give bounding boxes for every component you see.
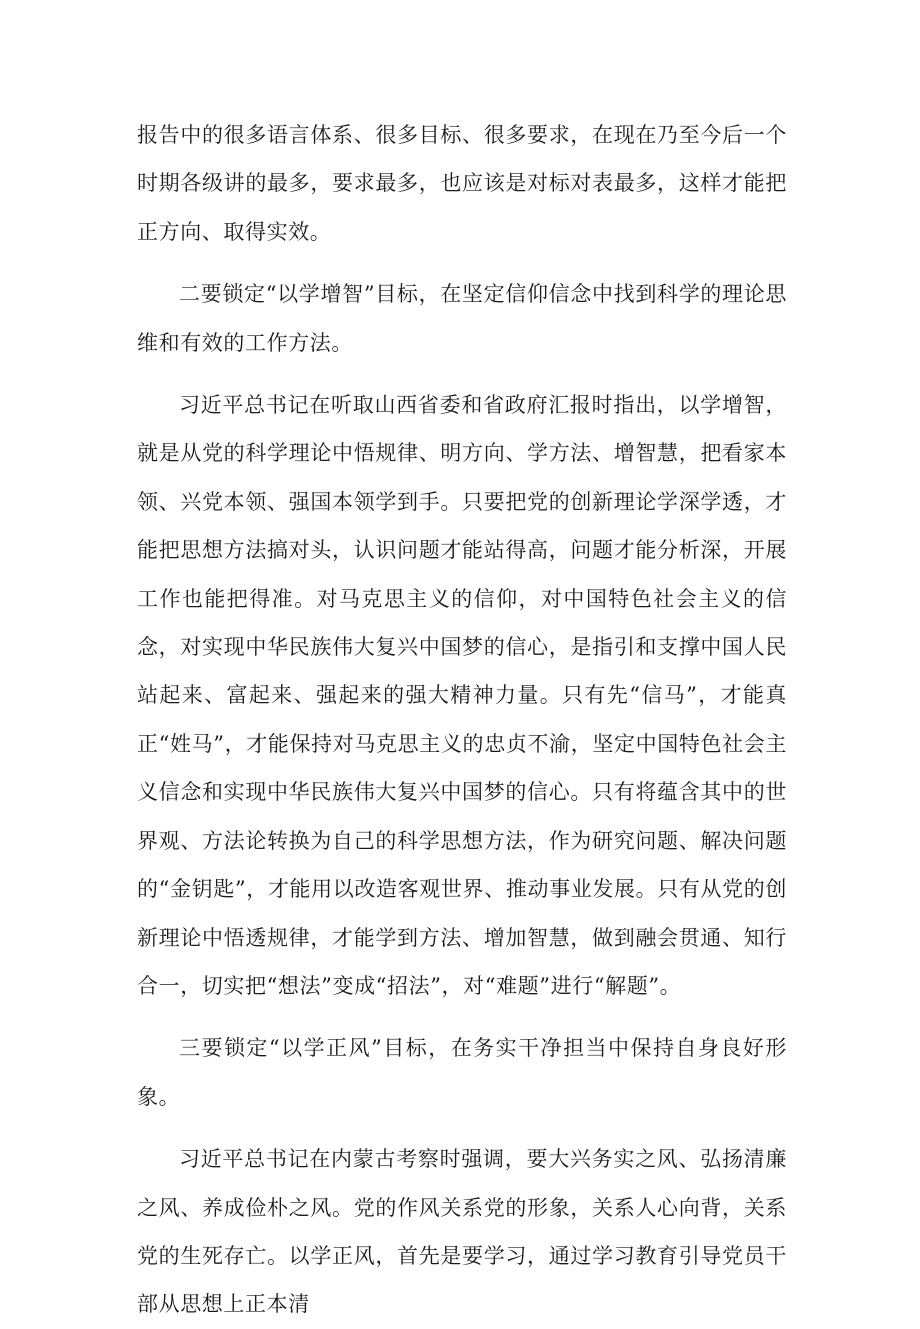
paragraph-2-heading: 二要锁定“以学增智”目标，在坚定信仰信念中找到科学的理论思维和有效的工作方法。 [137, 282, 787, 355]
paragraph-spacer [137, 1121, 787, 1135]
paragraph-1: 报告中的很多语言体系、很多目标、很多要求，在现在乃至今后一个时期各级讲的最多，要求最多，也应该是对标对表最多，这样才能把正方向、取得实效。 [137, 123, 787, 244]
paragraph-5: 习近平总书记在内蒙古考察时强调，要大兴务实之风、弘扬清廉之风、养成俭朴之风。党的作风关系党的形象，关系人心向背，关系党的生死存亡。以学正风，首先是要学习，通过学习教育引导党员干部从思想上正本清 [137, 1147, 787, 1317]
paragraph-spacer [137, 367, 787, 381]
paragraph-4-heading: 三要锁定“以学正风”目标，在务实干净担当中保持自身良好形象。 [137, 1036, 787, 1109]
paragraph-spacer [137, 256, 787, 270]
paragraph-spacer [137, 1010, 787, 1024]
document-body [137, 111, 787, 1329]
paragraph-3: 习近平总书记在听取山西省委和省政府汇报时指出，以学增智，就是从党的科学理论中悟规律、明方向、学方法、增智慧，把看家本领、兴党本领、强国本领学到手。只要把党的创新理论学深学透，才能把思想方法搞对头，认识问题才能站得高，问题才能分析深，开展工作也能把得准。对马克思主义的信仰，对中国特色社会主义的信念，对实现中华民族伟大复兴中国梦的信心，是指引和支撑中国人民站起来、富起来、强起来的强大精神力量。只有先“信马”，才能真正“姓马”，才能保持对马克思主义的忠贞不渝，坚定中国特色社会主义信念和实现中华民族伟大复兴中国梦的信心。只有将蕴含其中的世界观、方法论转换为自己的科学思想方法，作为研究问题、解决问题的“金钥匙”，才能用以改造客观世界、推动事业发展。只有从党的创新理论中悟透规律，才能学到方法、增加智慧，做到融会贯通、知行合一，切实把“想法”变成“招法”，对“难题”进行“解题”。 [137, 393, 787, 998]
